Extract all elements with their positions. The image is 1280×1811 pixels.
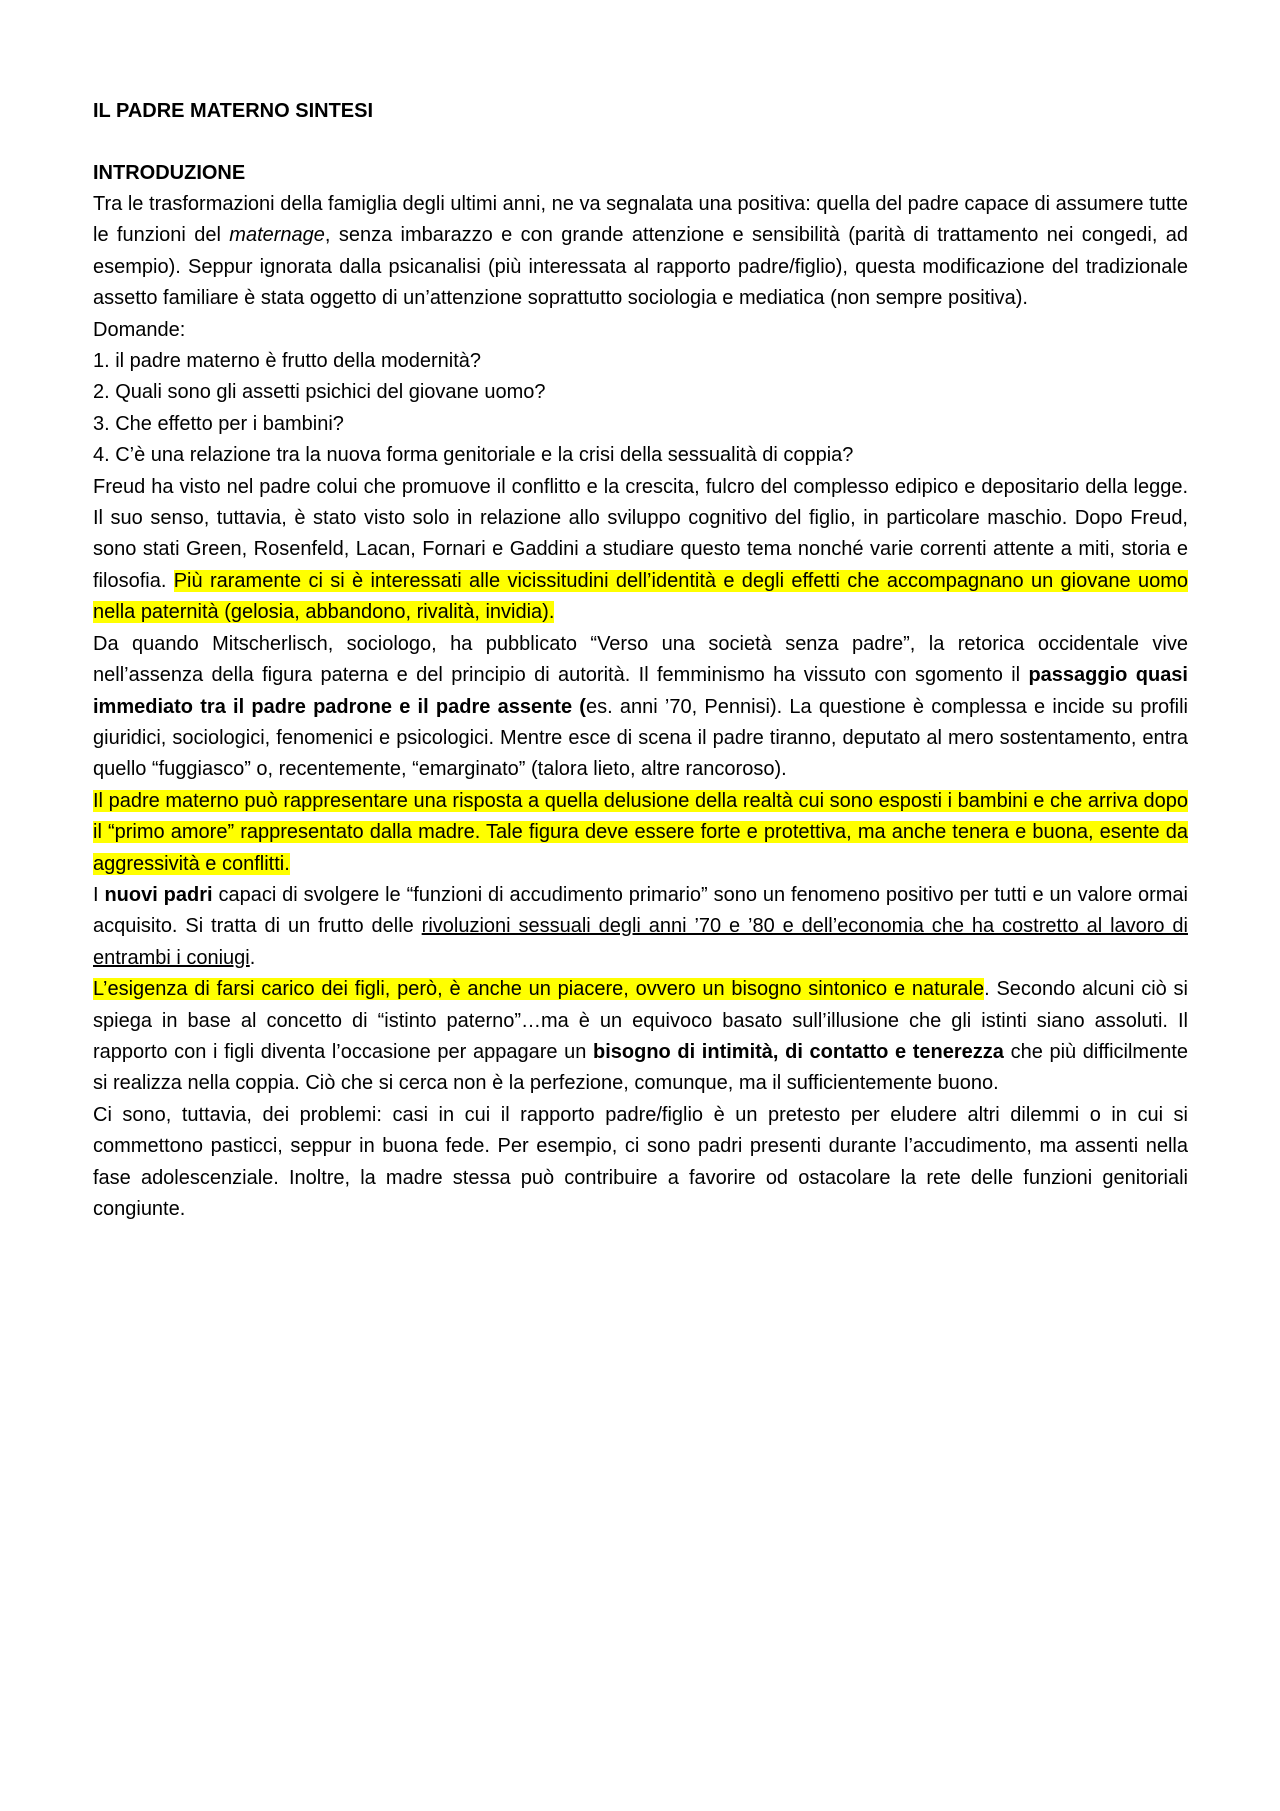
paragraph-1-text-a: Tra le trasformazioni della famiglia degli ultimi anni, ne va segnalata una positiva: quella del padre capace di assumere tutte le funzioni del [93,193,1188,247]
paragraph-6-text-b: che più difficilmente si realizza nella coppia. Ciò che si cerca non è la perfezione, comunque, ma il sufficientemente buono. [93,1040,1189,1095]
paragraph-5-text-a: I [93,883,105,906]
paragraph-5 [93,880,1188,974]
paragraph-2 [93,472,1188,629]
section-heading-introduzione: INTRODUZIONE [93,162,246,184]
paragraph-2-highlight: Più raramente ci si è interessati alle vicissitudini dell’identità e degli effetti che accompagnano un giovane uomo nella paternità (gelosia, abbandono, rivalità, invidia). [93,569,1188,624]
paragraph-1-text-b: , senza imbarazzo e con grande attenzione e sensibilità (parità di trattamento nei congedi, ad esempio). Seppur ignorata dalla psicanalisi (più interessata al rapporto padre/figlio), questa modificazione del tradizionale assetto familiare è stata oggetto di un’attenzione soprattutto sociologia e mediatica (non sempre positiva). [93,224,1188,310]
paragraph-1 [93,189,1188,315]
paragraph-6-text-a: . Secondo alcuni ciò si spiega in base al concetto di “istinto paterno”…ma è un equivoco basato sull’illusione che gli istinti siano assoluti. Il rapporto con i figli diventa l’occasione per appagare un [93,978,1188,1063]
paragraph-3-bold: passaggio quasi immediato tra il padre padrone e il padre assente ( [93,664,1188,718]
paragraph-6-highlight: L’esigenza di farsi carico dei figli, però, è anche un piacere, ovvero un bisogno sintonico e naturale [93,978,985,1001]
paragraph-4-highlight: Il padre materno può rappresentare una risposta a quella delusione della realtà cui sono esposti i bambini e che arriva dopo il “primo amore” rappresentato dalla madre. Tale figura deve essere forte e protettiva, ma anche tenera e buona, esente da aggressività e conflitti. [93,789,1188,875]
questions-label: Domande: [93,318,186,341]
paragraph-4 [93,786,1188,880]
paragraph-3-text-a: Da quando Mitscherlisch, sociologo, ha pubblicato “Verso una società senza padre”, la retorica occidentale vive nell’assenza della figura paterna e del principio di autorità. Il femminismo ha vissuto con sgomento il [93,632,1188,687]
paragraph-5-underline: rivoluzioni sessuali degli anni ’70 e ’80 e dell’economia che ha costretto al lavoro di entrambi i coniugi [93,915,1188,969]
paragraph-5-text-c: . [249,946,256,969]
question-item-1: 1. il padre materno è frutto della modernità? [93,350,481,373]
paragraph-2-text-a: Freud ha visto nel padre colui che promuove il conflitto e la crescita, fulcro del complesso edipico e depositario della legge. Il suo senso, tuttavia, è stato visto solo in relazione allo sviluppo cognitivo del figlio, in particolare maschio. Dopo Freud, sono stati Green, Rosenfeld, Lacan, Fornari e Gaddini a studiare questo tema nonché varie correnti attente a miti, storia e filosofia. [93,475,1188,592]
paragraph-5-bold: nuovi padri [104,883,213,906]
paragraph-3 [93,629,1188,786]
document-title: IL PADRE MATERNO SINTESI [93,100,374,122]
question-item-3: 3. Che effetto per i bambini? [93,412,344,435]
paragraph-6 [93,974,1188,1100]
paragraph-7-text-a: Ci sono, tuttavia, dei problemi: casi in cui il rapporto padre/figlio è un pretesto per eludere altri dilemmi o in cui si commettono pasticci, seppur in buona fede. Per esempio, ci sono padri presenti durante l’accudimento, ma assenti nella fase adolescenziale. Inoltre, la madre stessa può contribuire a favorire od ostacolare la rete delle funzioni genitoriali congiunte. [93,1103,1188,1220]
paragraph-3-text-b: es. anni ’70, Pennisi). La questione è complessa e incide su profili giuridici, sociologici, fenomenici e psicologici. Mentre esce di scena il padre tiranno, deputato al mero sostentamento, entra quello “fuggiasco” o, recentemente, “emarginato” (talora lieto, altre rancoroso). [93,695,1188,781]
paragraph-7 [93,1100,1188,1226]
paragraph-5-text-b: capaci di svolgere le “funzioni di accudimento primario” sono un fenomeno positivo per tutti e un valore ormai acquisito. Si tratta di un frutto delle [93,883,1188,938]
paragraph-1-italic-term: maternage [229,224,325,247]
question-item-4: 4. C’è una relazione tra la nuova forma genitoriale e la crisi della sessualità di coppia? [93,444,854,467]
paragraph-6-bold: bisogno di intimità, di contatto e tenerezza [593,1040,1004,1063]
question-item-2: 2. Quali sono gli assetti psichici del giovane uomo? [93,381,546,404]
